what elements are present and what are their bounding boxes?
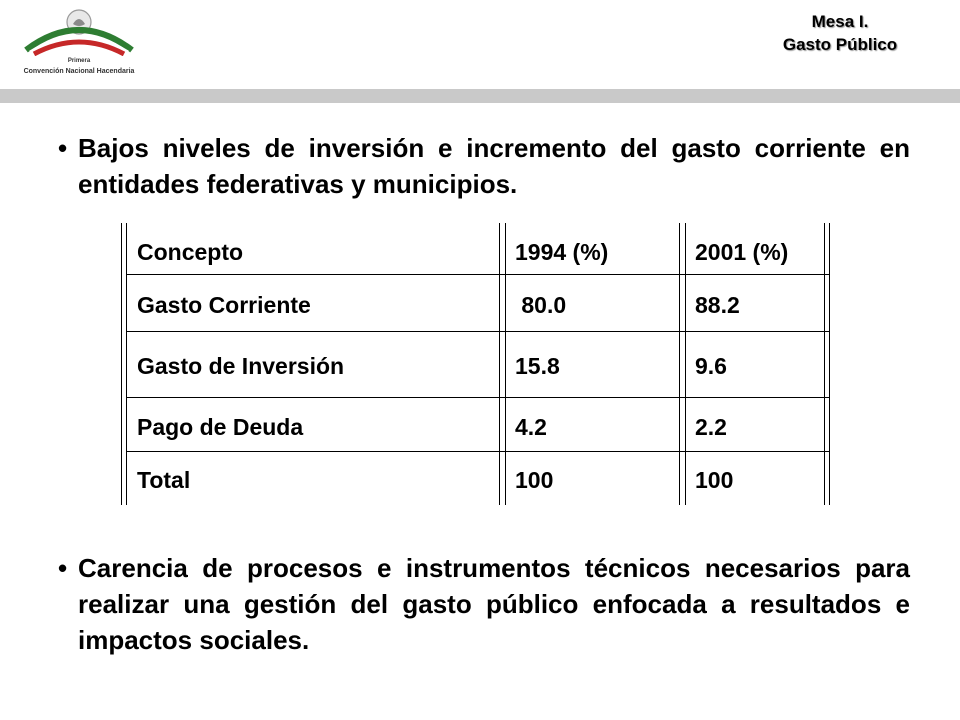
section-title [740, 10, 940, 56]
header-1994: 1994 (%) [515, 239, 609, 265]
table-divider-2-inner [685, 223, 686, 505]
cell-1994: 15.8 [515, 353, 560, 379]
row-divider [127, 274, 829, 275]
cell-concepto: Pago de Deuda [137, 414, 304, 440]
bullet-dot: • [58, 553, 68, 583]
table-divider-1-inner [505, 223, 506, 505]
spending-table [121, 223, 830, 505]
eagle-emblem-icon [20, 6, 138, 56]
table-divider-1 [499, 223, 500, 505]
mesa-subtitle: Gasto Público [782, 35, 898, 54]
cell-2001: 2.2 [695, 414, 727, 440]
logo-small-text: Primera [67, 58, 91, 64]
cell-2001: 88.2 [695, 292, 740, 318]
mesa-title: Mesa I. [811, 12, 869, 31]
table-border-right [829, 223, 830, 505]
bullet-point-1 [58, 130, 910, 202]
table-border-left-inner [126, 223, 127, 505]
table-border-left [121, 223, 122, 505]
row-divider [127, 451, 829, 452]
convention-logo [14, 6, 144, 82]
bullet-dot: • [58, 133, 68, 163]
bullet-text-2: Carencia de procesos e instrumentos técnicos necesarios para realizar una gestión del gasto público enfocada a resultados e impactos sociales. [78, 553, 910, 655]
cell-1994: 4.2 [515, 414, 547, 440]
logo-org-text: Convención Nacional Hacendaria [23, 68, 135, 75]
cell-concepto: Gasto de Inversión [137, 353, 345, 379]
row-divider [127, 397, 829, 398]
cell-1994: 80.0 [515, 292, 567, 318]
table-border-right-inner [824, 223, 825, 505]
cell-2001: 100 [695, 467, 734, 493]
header-2001: 2001 (%) [695, 239, 789, 265]
bullet-text-1: Bajos niveles de inversión e incremento del gasto corriente en entidades federativas y municipios. [78, 133, 910, 199]
header-divider-band [0, 89, 960, 103]
bullet-point-2 [58, 550, 910, 658]
row-divider [127, 331, 829, 332]
cell-concepto: Total [137, 467, 191, 493]
cell-concepto: Gasto Corriente [137, 292, 311, 318]
cell-2001: 9.6 [695, 353, 727, 379]
cell-1994: 100 [515, 467, 554, 493]
header-concepto: Concepto [137, 239, 244, 265]
table-divider-2 [679, 223, 680, 505]
